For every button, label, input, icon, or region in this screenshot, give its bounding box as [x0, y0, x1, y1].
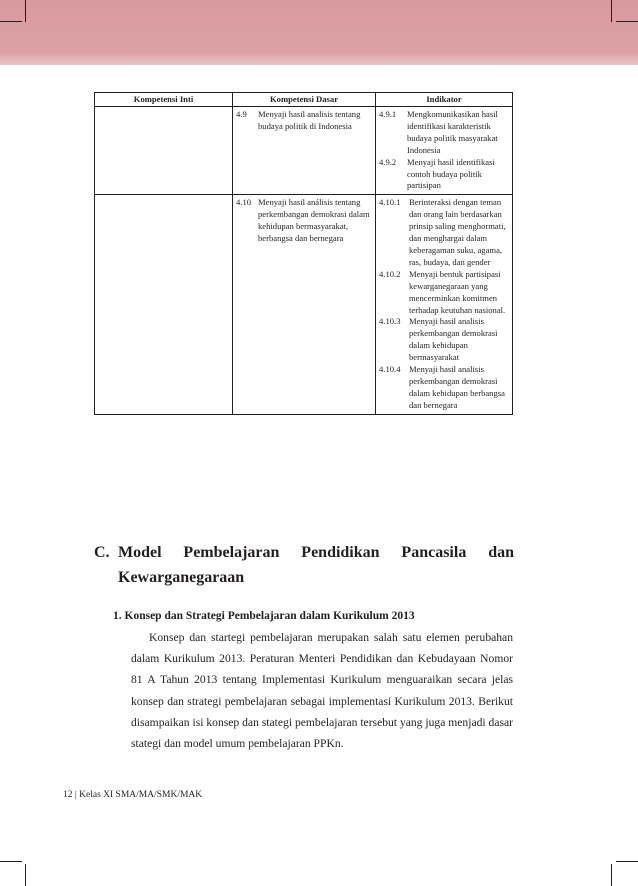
- section-title-line-2: Kewarganegaraan: [118, 569, 245, 586]
- indicator-number: 4.10.4: [379, 364, 401, 375]
- indicator-item: [379, 364, 510, 412]
- crop-mark-bottom-right-v: [611, 864, 612, 886]
- table-row: [95, 195, 513, 414]
- indicator-item: [379, 269, 510, 317]
- kd-number: 4.10: [236, 197, 252, 208]
- table-header-row: [95, 93, 513, 107]
- body-paragraph: Konsep dan startegi pembelajaran merupakan salah satu elemen perubahan dalam Kurikulum 2013. Peraturan Menteri Pendidikan dan Kebudayaan Nomor 81 A Tahun 2013 tentang Implementasi Kurikulum menguaraikan secara jelas konsep dan strategi pembelajaran sebagai implementasi Kurikulum 2013. Berikut disampaikan isi konsep dan stategi pembelajaran tersebut yang juga menjadi dasar stategi dan model umum pembelajaran PPKn.: [131, 631, 513, 751]
- crop-mark-bottom-left-v: [25, 864, 26, 886]
- section-heading: [94, 540, 514, 590]
- header-kompetensi-inti: Kompetensi Inti: [95, 93, 233, 107]
- indicator-number: 4.9.1: [379, 109, 397, 119]
- crop-mark-bottom-left-h: [0, 861, 22, 862]
- subsection-title: Konsep dan Strategi Pembelajaran dalam Kurikulum 2013: [124, 610, 415, 622]
- indicator-number: 4.9.2: [379, 156, 397, 167]
- kd-number: 4.9: [236, 109, 247, 119]
- indicator-item: [379, 197, 510, 268]
- indicator-text: Mengkomunikasikan hasil identifikasi karakteristik budaya politik masyarakat Indonesia: [407, 109, 498, 155]
- kd-cell: [233, 107, 376, 195]
- indicator-text: Berinteraksi dengan teman dan orang lain berdasarkan prinsip saling menghormati, dan menghargai dalam keberagaman suku, agama, ras, budaya, dan gender: [409, 197, 506, 267]
- footer-separator: |: [74, 790, 77, 800]
- section-title-line-1: Model Pembelajaran Pendidikan Pancasila dan: [118, 544, 514, 561]
- indicator-number: 4.10.2: [379, 268, 401, 279]
- section-number: C.: [94, 544, 110, 561]
- header-kompetensi-dasar: Kompetensi Dasar: [233, 93, 376, 107]
- kd-cell: [233, 195, 376, 414]
- indicator-number: 4.10.1: [379, 197, 401, 208]
- indicator-text: Menyaji bentuk partisipasi kewarganegaraan yang mencerminkan komitmen terhadap keutuhan nasional.: [409, 268, 506, 315]
- competency-table: [94, 92, 513, 415]
- indicator-text: Menyaji hasil analisis perkembangan demokrasi dalam kehidupan bermasyarakat: [409, 316, 498, 363]
- indicator-item: [379, 109, 510, 157]
- indicator-cell: [376, 107, 513, 195]
- header-band: [0, 0, 638, 65]
- table-row: [95, 107, 513, 195]
- indicator-text: Menyaji hasil identifikasi contoh budaya politik partisipan: [407, 156, 495, 191]
- crop-mark-top-left-v: [25, 0, 26, 22]
- page-number: 12: [63, 790, 73, 800]
- ki-cell: [95, 107, 233, 195]
- indicator-cell: [376, 195, 513, 414]
- ki-cell: [95, 195, 233, 414]
- footer-text: Kelas XI SMA/MA/SMK/MAK: [79, 790, 203, 800]
- subsection-number: 1.: [113, 610, 122, 622]
- indicator-item: [379, 157, 510, 193]
- kd-text: Menyaji hasil analisis tentang budaya politik di Indonesia: [258, 109, 361, 131]
- crop-mark-bottom-right-h: [616, 861, 638, 862]
- page-footer: [63, 789, 202, 801]
- crop-mark-top-right-v: [611, 0, 612, 22]
- crop-mark-top-left-h: [0, 21, 22, 22]
- indicator-item: [379, 316, 510, 364]
- kd-text: Menyaji hasil análisis tentang perkembangan demokrasi dalam kehidupan bermasyarakat, berbangsa dan bernegara: [258, 197, 370, 244]
- crop-mark-top-right-h: [616, 21, 638, 22]
- indicator-number: 4.10.3: [379, 316, 401, 327]
- header-indikator: Indikator: [376, 93, 513, 107]
- subsection-heading: [113, 608, 513, 624]
- indicator-text: Menyaji hasil analisis perkembangan demokrasi dalam kehidupan berbangsa dan bernegara: [409, 364, 505, 410]
